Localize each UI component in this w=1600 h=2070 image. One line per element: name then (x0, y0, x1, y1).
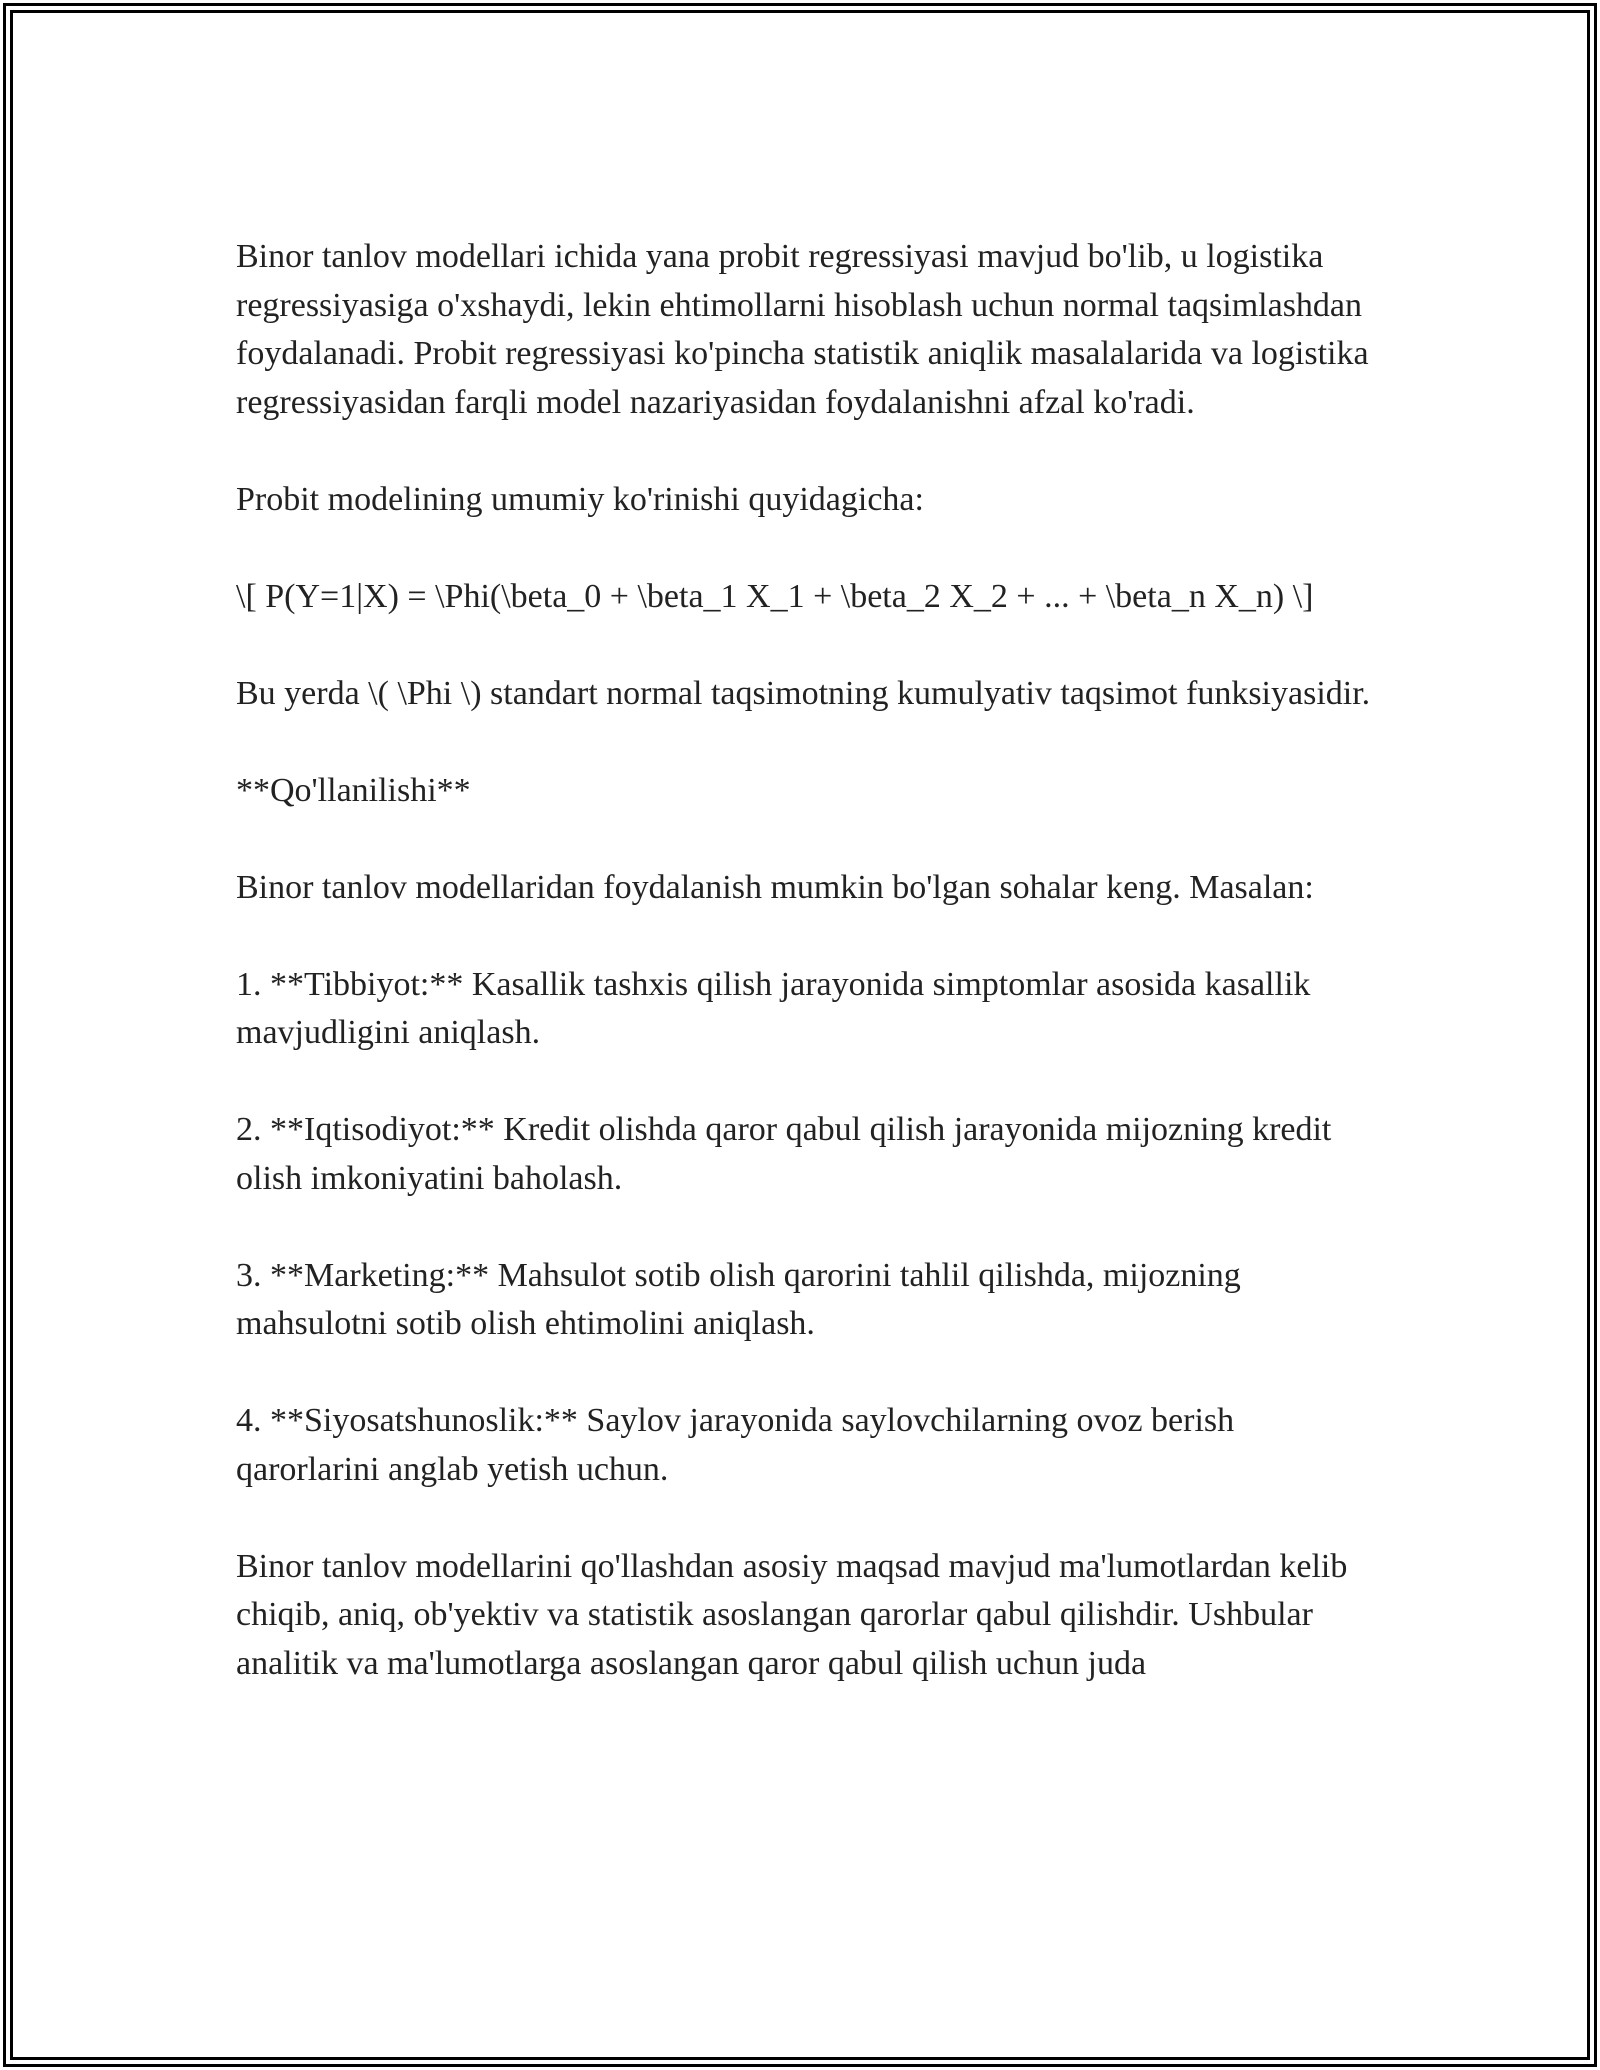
list-item-economics: 2. **Iqtisodiyot:** Kredit olishda qaror qabul qilish jarayonida mijozning kredit olish imkoniyatini baholash. (236, 1111, 1332, 1197)
paragraph-phi-definition: Bu yerda \( \Phi \) standart normal taqsimotning kumulyativ taqsimot funksiyasidir. (236, 674, 1371, 712)
paragraph-probit-intro: Binor tanlov modellari ichida yana probit regressiyasi mavjud bo'lib, u logistika regressiyasiga o'xshaydi, lekin ehtimollarni hisoblash uchun normal taqsimlashdan foydalanadi. Probit regressiyasi ko'pincha statistik aniqlik masalalarida va logistika regressiyasidan farqli model nazariyasidan foydalanishni afzal ko'radi. (236, 238, 1369, 421)
list-item-political-science: 4. **Siyosatshunoslik:** Saylov jarayonida saylovchilarning ovoz berish qarorlarini anglab yetish uchun. (236, 1402, 1235, 1488)
document-body (236, 233, 1376, 1688)
paragraph-probit-formula: \[ P(Y=1|X) = \Phi(\beta_0 + \beta_1 X_1 + \beta_2 X_2 + ... + \beta_n X_n) \] (236, 577, 1314, 615)
section-heading-applications: **Qo'llanilishi** (236, 771, 471, 809)
paragraph-probit-form-intro: Probit modelining umumiy ko'rinishi quyidagicha: (236, 480, 924, 518)
list-item-marketing: 3. **Marketing:** Mahsulot sotib olish qarorini tahlil qilishda, mijozning mahsulotni sotib olish ehtimolini aniqlash. (236, 1256, 1241, 1342)
paragraph-applications-intro: Binor tanlov modellaridan foydalanish mumkin bo'lgan sohalar keng. Masalan: (236, 868, 1314, 906)
list-item-medicine: 1. **Tibbiyot:** Kasallik tashxis qilish jarayonida simptomlar asosida kasallik mavjudligini aniqlash. (236, 965, 1311, 1051)
paragraph-conclusion: Binor tanlov modellarini qo'llashdan asosiy maqsad mavjud ma'lumotlardan kelib chiqib, aniq, ob'yektiv va statistik asoslangan qarorlar qabul qilishdir. Ushbular analitik va ma'lumotlarga asoslangan qaror qabul qilish uchun juda (236, 1547, 1348, 1682)
